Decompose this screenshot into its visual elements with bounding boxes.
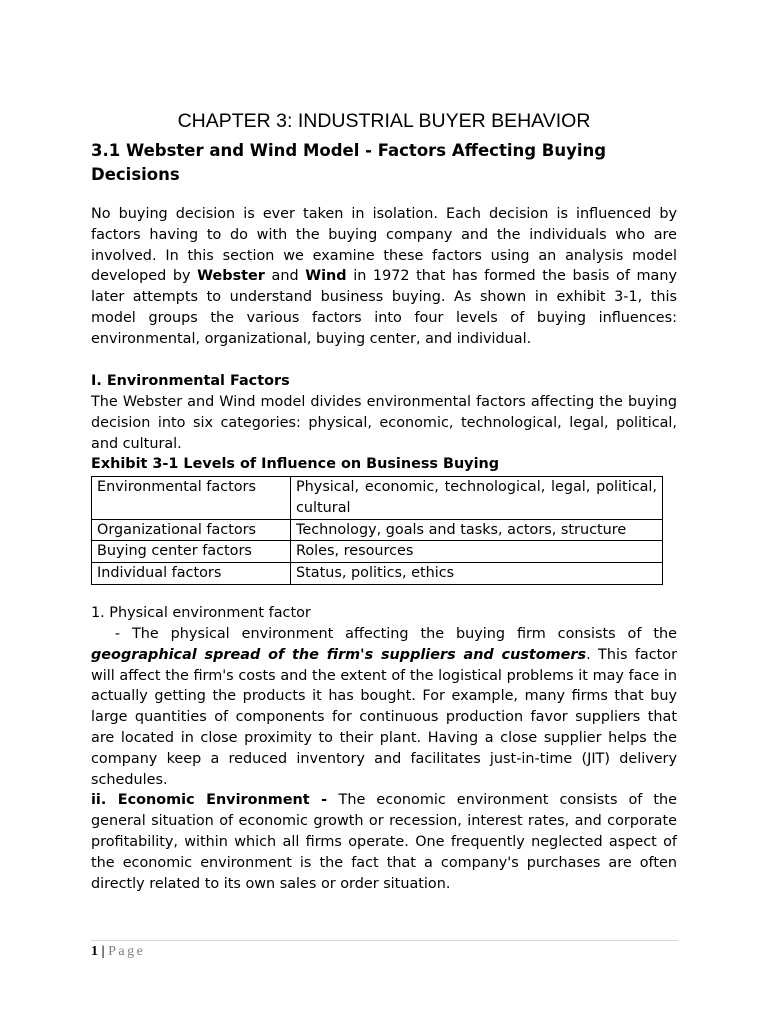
factor-cell: Individual factors <box>92 563 291 585</box>
physical-factor-heading: 1. Physical environment factor <box>91 605 311 621</box>
detail-cell: Roles, resources <box>291 541 663 563</box>
intro-text-part2: in 1972 that has formed the basis of many later attempts to understand business buying. As shown in exhibit 3-1, this model groups the various factors into four levels of buying influences: environmental, organizational, buying center, and individual. <box>91 268 677 347</box>
section-title: 3.1 Webster and Wind Model - Factors Affecting Buying Decisions <box>91 141 607 184</box>
physical-rest-text: . This factor will affect the firm's costs and the extent of the logistical problems it may face in actually getting the products it has bought. For example, many firms that buy large quantities of components for continuous production favor suppliers that are located in close proximity to their plant. Having a close supplier helps the company keep a reduced inventory and facilitates just-in-time (JIT) delivery schedules. <box>91 646 678 788</box>
exhibit-title: Exhibit 3-1 Levels of Influence on Business Buying <box>91 456 500 472</box>
factor-cell: Buying center factors <box>92 541 291 563</box>
intro-and: and <box>264 268 306 285</box>
detail-cell: Physical, economic, technological, legal, political, cultural <box>291 477 663 520</box>
intro-paragraph <box>91 204 677 350</box>
author-webster: Webster <box>197 268 265 285</box>
table-row <box>92 519 663 541</box>
physical-emphasis: geographical spread of the firm's suppliers and customers <box>91 646 587 663</box>
physical-lead-text: - The physical environment affecting the buying firm consists of the <box>91 626 682 642</box>
intro-text-part1: No buying decision is ever taken in isolation. Each decision is influenced by factors having to do with the buying company and the individuals who are involved. In this section we examine these factors using an analysis model developed by <box>91 206 677 285</box>
author-wind: Wind <box>305 268 347 285</box>
chapter-title: CHAPTER 3: INDUSTRIAL BUYER BEHAVIOR <box>177 110 591 132</box>
table-row <box>92 541 663 563</box>
page-number: 1 <box>91 944 98 959</box>
table-row <box>92 563 663 585</box>
environmental-factors-paragraph: The Webster and Wind model divides environmental factors affecting the buying decision into six categories: physical, economic, technological, legal, political, and cultural. <box>91 394 677 452</box>
environmental-factors-heading: I. Environmental Factors <box>91 373 290 389</box>
economic-heading: ii. Economic Environment - <box>91 792 339 809</box>
factor-cell: Organizational factors <box>92 519 291 541</box>
exhibit-table <box>91 476 663 585</box>
page-footer <box>91 942 145 962</box>
page-separator: | <box>98 944 109 959</box>
page-label: Page <box>108 944 146 959</box>
economic-text: The economic environment consists of the general situation of economic growth or recession, interest rates, and corporate profitability, within which all firms operate. One frequently neglected aspect of the economic environment is the fact that a company's purchases are often directly related to its own sales or order situation. <box>91 792 677 892</box>
factor-cell: Environmental factors <box>92 477 291 520</box>
table-row <box>92 477 663 520</box>
detail-cell: Technology, goals and tasks, actors, structure <box>291 519 663 541</box>
physical-and-economic-paragraph <box>91 624 682 894</box>
detail-cell: Status, politics, ethics <box>291 563 663 585</box>
footer-divider <box>91 940 678 941</box>
